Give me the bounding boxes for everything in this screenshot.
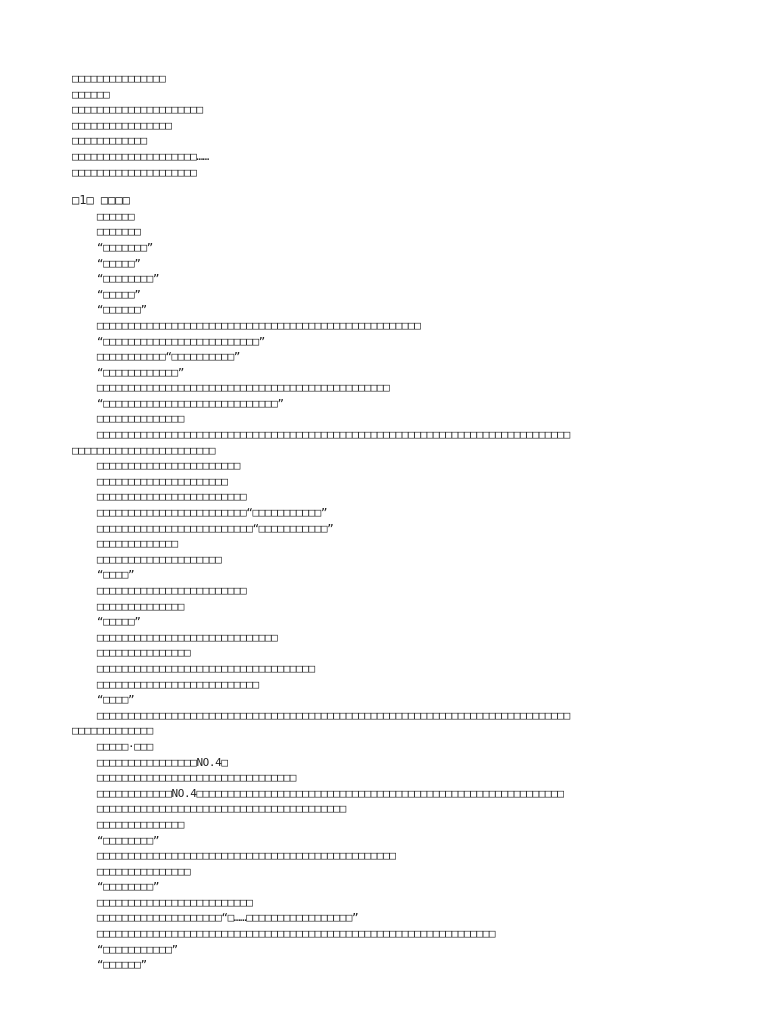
paragraph-line: “□□□□□□□□” bbox=[72, 880, 160, 894]
paragraph-line: □□□□□□□□□□□□□ bbox=[72, 537, 178, 551]
intro-line: □□□□□□□□□□□□□□□□□□□□□ bbox=[72, 103, 203, 117]
chapter-body bbox=[72, 209, 712, 973]
paragraph-line: □□□□□□□□□□□□□□□□□□□□ bbox=[72, 552, 222, 566]
paragraph-line: □□□□□□□□□□□□□□□□□□□□□□□□□□□□□□□□□□□□□□□□□□□□□□□□□□□□ bbox=[72, 318, 421, 332]
paragraph-line: “□□□□□□□” bbox=[72, 240, 153, 254]
paragraph-line: “□□□□□□□□□□□□□□□□□□□□□□□□□□□□” bbox=[72, 396, 284, 410]
section-gap bbox=[72, 180, 712, 193]
chapter-heading: □1□ □□□□ bbox=[72, 193, 130, 208]
paragraph-line: □□□□□□ bbox=[72, 209, 135, 223]
paragraph-line: “□□□□□□□□” bbox=[72, 833, 160, 847]
paragraph-line: □□□□□□□□□□□□□□□□□□□□□ bbox=[72, 474, 228, 488]
paragraph-line: □□□□□□□□□□□□□□□□□□□□□□□□□□□□□□□□□□□□□□□□□□□□□□□ bbox=[72, 381, 390, 395]
paragraph-line: □□□□□□□□□□□□□□□□□□□□“□……□□□□□□□□□□□□□□□□□” bbox=[72, 911, 359, 925]
paragraph-line: □□□□□□□□□□□□□□□□□□□□□□□□□□□□□□□□□□□□□□□□□□□□□□□□ bbox=[72, 849, 396, 863]
paragraph-line: □□□□□□□□□□□□□□□□□□□□□□□□ bbox=[72, 490, 247, 504]
paragraph-line: □□□□□□□□□□□□□□□□□□□□□□□□□□□□□□□□□□□□□□□□□□□□□□□□□□□□□□□□□□□□□□□□□□□□□□□□□□□□ bbox=[72, 708, 570, 722]
paragraph-line: “□□□□” bbox=[72, 693, 135, 707]
intro-line: □□□□□□ bbox=[72, 87, 110, 101]
paragraph-line: □□□□□□□□□□□□□□□ bbox=[72, 646, 191, 660]
paragraph-line: □□□□□·□□□ bbox=[72, 739, 153, 753]
paragraph-line: □□□□□□□□□□□□□□ bbox=[72, 817, 185, 831]
paragraph-line: □□□□□□□□□□□□□□□□□□□□□□□□□□□□□□□□□□□□□□□□ bbox=[72, 802, 346, 816]
paragraph-line: “□□□□□□” bbox=[72, 958, 147, 972]
paragraph-line: □□□□□□□□□□□□□□□□□□□□□□□□□□□□□□□□□□□ bbox=[72, 661, 315, 675]
paragraph-line: □□□□□□□□□□□□□□ bbox=[72, 599, 185, 613]
paragraph-line: “□□□□” bbox=[72, 568, 135, 582]
intro-block bbox=[72, 71, 712, 180]
paragraph-line: “□□□□□” bbox=[72, 256, 141, 270]
paragraph-line: □□□□□□□□□□□□□□□□□□□□□□□□□□□□□ bbox=[72, 630, 278, 644]
paragraph-line: “□□□□□” bbox=[72, 615, 141, 629]
paragraph-line: □□□□□□□□□□□□□□□□□□□□□□□□□□□□□□□□ bbox=[72, 771, 297, 785]
paragraph-line: “□□□□□□□□□□□□□□□□□□□□□□□□□” bbox=[72, 334, 265, 348]
intro-line: □□□□□□□□□□□□□□□ bbox=[72, 72, 166, 85]
paragraph-line: □□□□□□□□□□□□NO.4□□□□□□□□□□□□□□□□□□□□□□□□□□□□□□□□□□□□□□□□□□□□□□□□□□□□□□□□□□□ bbox=[72, 786, 564, 800]
paragraph-line: □□□□□□□□□□□□□□□□□□□□□□□ bbox=[72, 459, 241, 473]
paragraph-line: “□□□□□□” bbox=[72, 303, 147, 317]
paragraph-line: “□□□□□□□□□□□□” bbox=[72, 365, 185, 379]
paragraph-line: □□□□□□□□□□□□□□□□□□□□□□□□“□□□□□□□□□□□” bbox=[72, 506, 328, 520]
paragraph-line: □□□□□□□□□□□□□□□□□□□□□□□□□ bbox=[72, 895, 253, 909]
paragraph-line: □□□□□□□□□□□□□□□□□□□□□□□□ bbox=[72, 584, 247, 597]
intro-line: □□□□□□□□□□□□□□□□ bbox=[72, 118, 172, 132]
intro-line: □□□□□□□□□□□□□□□□□□□□…… bbox=[72, 149, 209, 163]
paragraph-line: □□□□□□□□□□□□□ bbox=[72, 724, 153, 738]
paragraph-line: “□□□□□” bbox=[72, 287, 141, 301]
paragraph-line: □□□□□□□□□□□□□□□□NO.4□ bbox=[72, 755, 228, 769]
document-page bbox=[72, 71, 712, 973]
paragraph-line: □□□□□□□□□□□□□□□ bbox=[72, 864, 191, 878]
intro-line: □□□□□□□□□□□□□□□□□□□□ bbox=[72, 165, 197, 179]
paragraph-line: □□□□□□□ bbox=[72, 225, 141, 239]
paragraph-line: □□□□□□□□□□□“□□□□□□□□□□” bbox=[72, 350, 241, 364]
intro-line: □□□□□□□□□□□□ bbox=[72, 134, 147, 148]
paragraph-line: □□□□□□□□□□□□□□ bbox=[72, 412, 185, 426]
paragraph-line: □□□□□□□□□□□□□□□□□□□□□□□□□□□□□□□□□□□□□□□□□□□□□□□□□□□□□□□□□□□□□□□□□□□□□□□□□□□□ bbox=[72, 428, 570, 442]
paragraph-line: “□□□□□□□□□□□” bbox=[72, 942, 178, 956]
paragraph-line: □□□□□□□□□□□□□□□□□□□□□□□ bbox=[72, 443, 216, 457]
paragraph-line: □□□□□□□□□□□□□□□□□□□□□□□□□“□□□□□□□□□□□” bbox=[72, 521, 334, 535]
paragraph-line: □□□□□□□□□□□□□□□□□□□□□□□□□□□□□□□□□□□□□□□□□□□□□□□□□□□□□□□□□□□□□□□□ bbox=[72, 927, 496, 941]
paragraph-line: “□□□□□□□□” bbox=[72, 272, 160, 286]
paragraph-line: □□□□□□□□□□□□□□□□□□□□□□□□□□ bbox=[72, 677, 259, 691]
